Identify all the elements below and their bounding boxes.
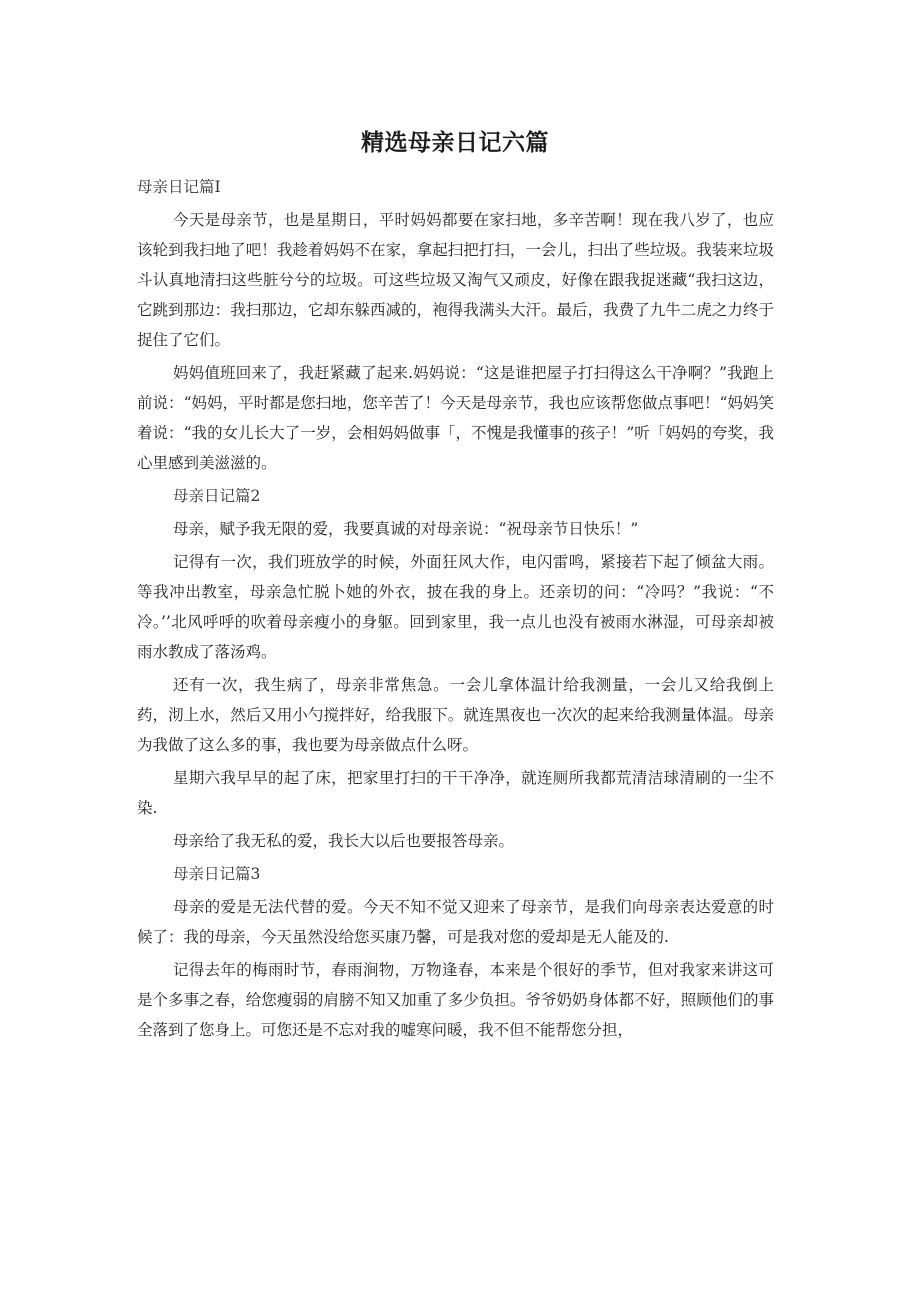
paragraph: 今天是母亲节，也是星期日，平时妈妈都要在家扫地，多辛苦啊！现在我八岁了，也应该轮到我扫地了吧！我趁着妈妈不在家，拿起扫把打扫，一会儿，扫出了些垃圾。我装来垃圾斗认真地清扫这些脏兮兮的垃圾。可这些垃圾又淘气又顽皮，好像在跟我捉迷藏“我扫这边，它跳到那边：我扫那边，它却东躲西减的，袍得我满头大汗。最后，我费了九牛二虎之力终于捉住了它们。 — [137, 211, 774, 349]
document-body — [137, 172, 774, 1048]
section-heading-2: 母亲日记篇2 — [173, 487, 261, 505]
paragraph: 妈妈值班回来了，我赶紧藏了起来.妈妈说：“这是谁把屋子打扫得这么干净啊？”我跑上前说：“妈妈，平时都是您扫地，您辛苦了！今天是母亲节，我也应该帮您做点事吧！“妈妈笑着说：“我的女儿长大了一岁，会相妈妈做事「，不愧是我懂事的孩子！”听「妈妈的夸奖，我心里感到美滋滋的。 — [137, 364, 774, 472]
section-heading-3: 母亲日记篇3 — [173, 865, 261, 883]
paragraph: 还有一次，我生病了，母亲非常焦急。一会儿拿体温计给我测量，一会儿又给我倒上药，沏上水，然后又用小勺搅拌好，给我服下。就连黑夜也一次次的起来给我测量体温。母亲为我做了这么多的事，我也要为母亲做点什么呀。 — [137, 676, 774, 754]
paragraph: 星期六我早早的起了床，把家里打扫的干干净净，就连厕所我都荒清洁球清刷的一尘不染. — [137, 769, 774, 817]
paragraph: 记得有一次，我们班放学的时候，外面狂风大作，电闪雷鸣，紧接若下起了倾盆大雨。等我冲出教室，母亲急忙脱卜她的外衣，披在我的身上。还亲切的问：“冷吗？”我说：“不冷。’’北风呼呼的吹着母亲瘦小的身躯。回到家里，我一点儿也没有被雨水淋湿，可母亲却被雨水教成了落汤鸡。 — [137, 553, 774, 661]
section-heading-1: 母亲日记篇I — [137, 178, 221, 196]
document-title: 精选母亲日记六篇 — [361, 130, 549, 156]
paragraph: 母亲给了我无私的爱，我长大以后也要报答母亲。 — [173, 832, 515, 850]
paragraph: 母亲，赋予我无限的爱，我要真诚的对母亲说：“祝母亲节日快乐！” — [173, 520, 639, 538]
paragraph: 记得去年的梅雨时节，春雨涧物，万物逢春，本来是个很好的季节，但对我家来讲这可是个多事之春，给您瘦弱的肩膀不知又加重了多少负担。爷爷奶奶身体都不好，照顾他们的事全落到了您身上。可您还是不忘对我的嘘寒问暖，我不但不能帮您分担， — [137, 961, 774, 1039]
paragraph: 母亲的爱是无法代替的爱。今天不知不觉又迎来了母亲节，是我们向母亲表达爱意的时候了：我的母亲，今天虽然没给您买康乃馨，可是我对您的爱却是无人能及的. — [137, 898, 774, 946]
